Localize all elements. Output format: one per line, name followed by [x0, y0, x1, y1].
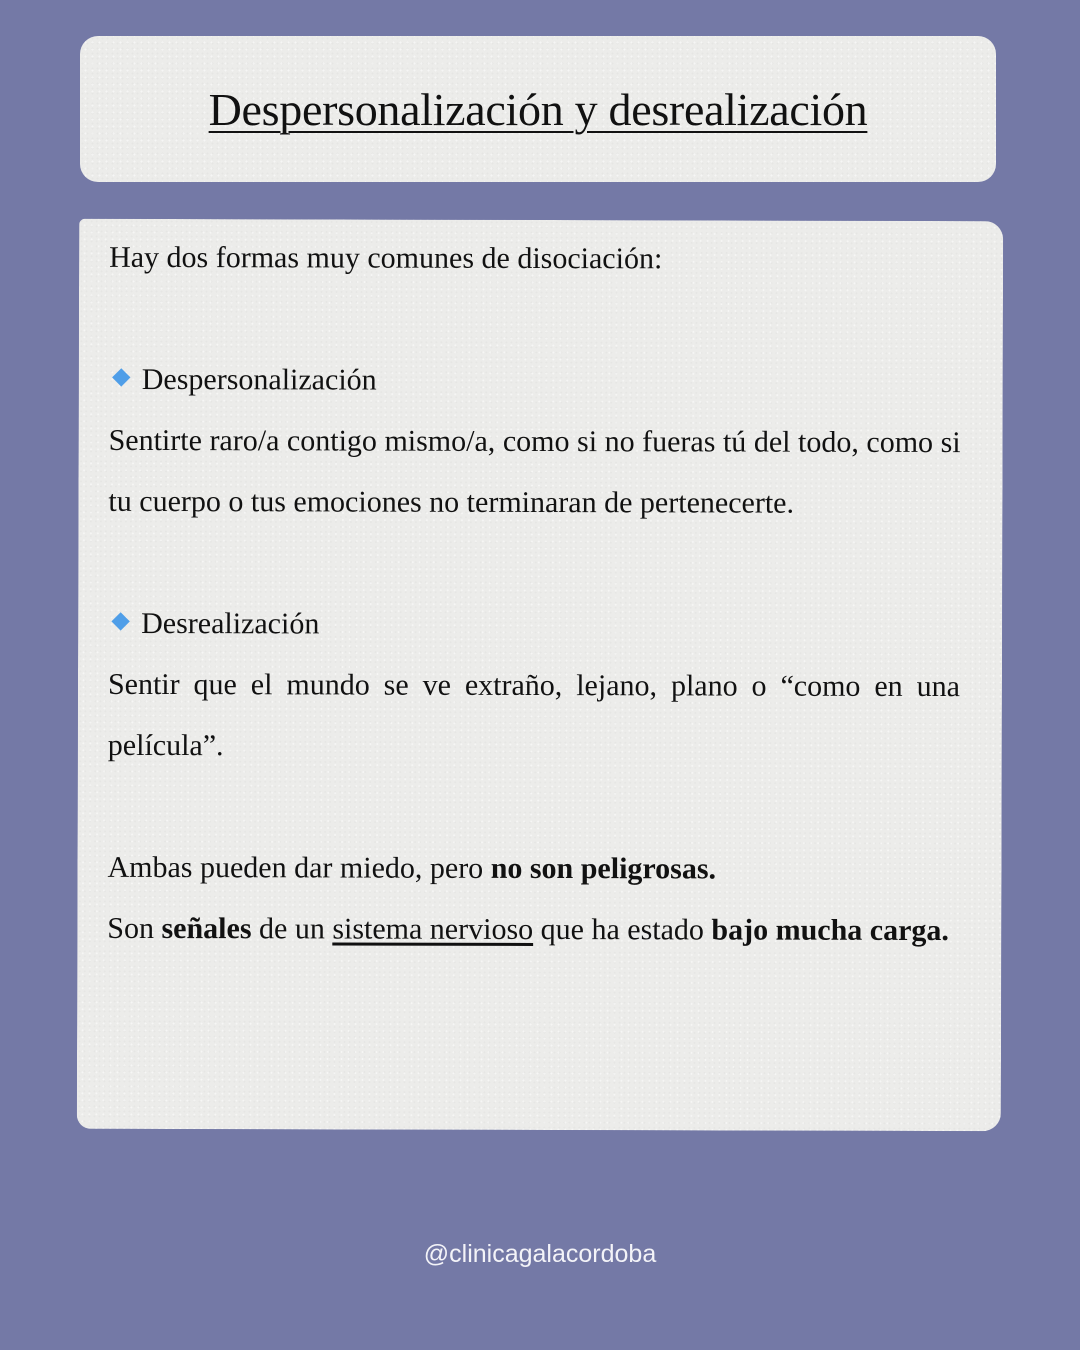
footer-handle: @clinicagalacordoba — [423, 1240, 657, 1268]
section-heading-label: Desrealización — [141, 606, 320, 641]
emphasis-no-peligrosas: no son peligrosas. — [490, 851, 717, 886]
content-card — [77, 219, 1003, 1131]
closing-text: Son — [107, 911, 162, 946]
emphasis-senales: señales — [161, 912, 252, 946]
closing-text: de un — [251, 912, 333, 946]
section-heading-despersonalizacion — [109, 349, 961, 412]
title-card — [80, 36, 996, 182]
content-body — [107, 227, 961, 961]
emphasis-bajo-mucha-carga: bajo mucha carga. — [711, 913, 949, 948]
section-heading-desrealizacion — [108, 593, 960, 656]
closing-line-1 — [107, 837, 959, 900]
blue-diamond-icon — [112, 368, 130, 386]
section-text-desrealizacion: Sentir que el mundo se ve extraño, lejano, plano o “como en una película”. — [107, 667, 961, 763]
underlined-sistema-nervioso: sistema nervioso — [332, 912, 534, 946]
closing-line-2 — [107, 898, 959, 961]
closing-text: Ambas pueden dar miedo, pero — [107, 850, 491, 885]
blue-diamond-icon — [111, 612, 129, 630]
intro-text: Hay dos formas muy comunes de disociación: — [109, 240, 663, 276]
section-heading-label: Despersonalización — [141, 362, 377, 397]
page-title: Despersonalización y desrealización — [208, 83, 868, 135]
section-text-despersonalizacion: Sentirte raro/a contigo mismo/a, como si no fueras tú del todo, como si tu cuerpo o tus emociones no terminaran de pertenecerte. — [108, 423, 961, 520]
closing-text: que ha estado — [533, 912, 712, 947]
